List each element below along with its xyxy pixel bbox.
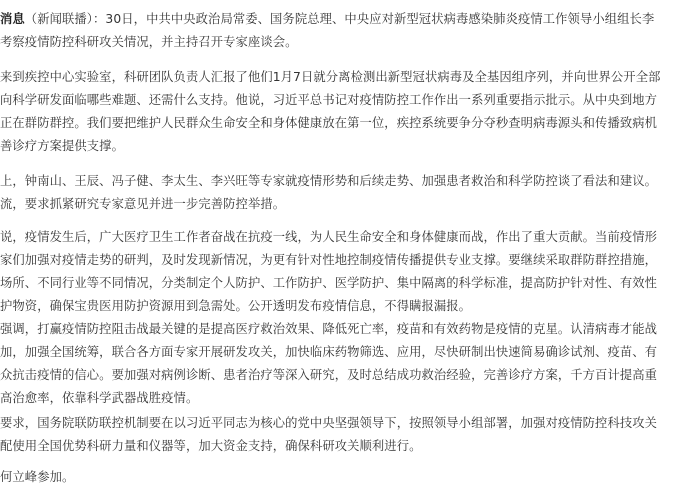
paragraph-line: 正在群防群控。我们要把维护人民群众生命安全和身体健康放在第一位，疾控系统要争分夺秒查明病毒源头和传播致病机 <box>0 116 658 130</box>
paragraph-1 <box>0 8 700 54</box>
paragraph-line: 家们加强对疫情走势的研判，及时发现新情况，为更有针对性地控制疫情传播提供专业支撑。要继续采取群防群控措施， <box>0 253 658 267</box>
paragraph-line: 配使用全国优势科研力量和仪器等，加大资金支持，确保科研攻关顺利进行。 <box>0 439 422 453</box>
paragraph-7 <box>0 466 700 489</box>
paragraph-line: 何立峰参加。 <box>0 470 75 484</box>
paragraph-6 <box>0 412 700 458</box>
paragraph-line: 善诊疗方案提供支撑。 <box>0 139 124 153</box>
paragraph-line: 要求，国务院联防联控机制要在以习近平同志为核心的党中央坚强领导下，按照领导小组部署，加强对疫情防控科技攻关 <box>0 416 658 430</box>
paragraph-2 <box>0 66 700 158</box>
news-source-label: 消息 <box>0 12 25 26</box>
paragraph-line: 流，要求抓紧研究专家意见并进一步完善防控举措。 <box>0 197 286 211</box>
paragraph-line: 考察疫情防控科研攻关情况，并主持召开专家座谈会。 <box>0 35 298 49</box>
paragraph-line: 加，加强全国统筹，联合各方面专家开展研发攻关，加快临床药物筛选、应用，尽快研制出快速简易确诊试剂、疫苗、有 <box>0 345 658 359</box>
paragraph-line: 向科学研发面临哪些难题、还需什么支持。他说，习近平总书记对疫情防控工作作出一系列重要指示批示。从中央到地方 <box>0 93 658 107</box>
paragraph-line: 说，疫情发生后，广大医疗卫生工作者奋战在抗疫一线，为人民生命安全和身体健康而战，作出了重大贡献。当前疫情形 <box>0 230 658 244</box>
paragraph-line: 护物资，确保宝贵医用防护资源用到急需处。公开透明发布疫情信息，不得瞒报漏报。 <box>0 299 472 313</box>
paragraph-line: 来到疾控中心实验室，科研团队负责人汇报了他们1月7日就分离检测出新型冠状病毒及全基因组序列，并向世界公开全部 <box>0 70 661 84</box>
paragraph-line: 众抗击疫情的信心。要加强对病例诊断、患者治疗等深入研究，及时总结成功救治经验，完善诊疗方案，千方百计提高重 <box>0 368 658 382</box>
paragraph-line: 消息（新闻联播）：30日，中共中央政治局常委、国务院总理、中央应对新型冠状病毒感染肺炎疫情工作领导小组组长李 <box>0 12 655 26</box>
paragraph-3 <box>0 170 700 216</box>
paragraph-5 <box>0 318 700 410</box>
paragraph-line: 强调，打赢疫情防控阻击战最关键的是提高医疗救治效果、降低死亡率，疫苗和有效药物是疫情的克星。认清病毒才能战 <box>0 322 658 336</box>
paragraph-line: 上，钟南山、王辰、冯子健、李太生、李兴旺等专家就疫情形势和后续走势、加强患者救治和科学防控谈了看法和建议。 <box>0 174 658 188</box>
paragraph-line: 高治愈率，依靠科学武器战胜疫情。 <box>0 391 199 405</box>
paragraph-line: 场所、不同行业等不同情况，分类制定个人防护、工作防护、医学防护、集中隔离的科学标准，提高防护针对性、有效性 <box>0 276 658 290</box>
paragraph-4 <box>0 226 700 318</box>
